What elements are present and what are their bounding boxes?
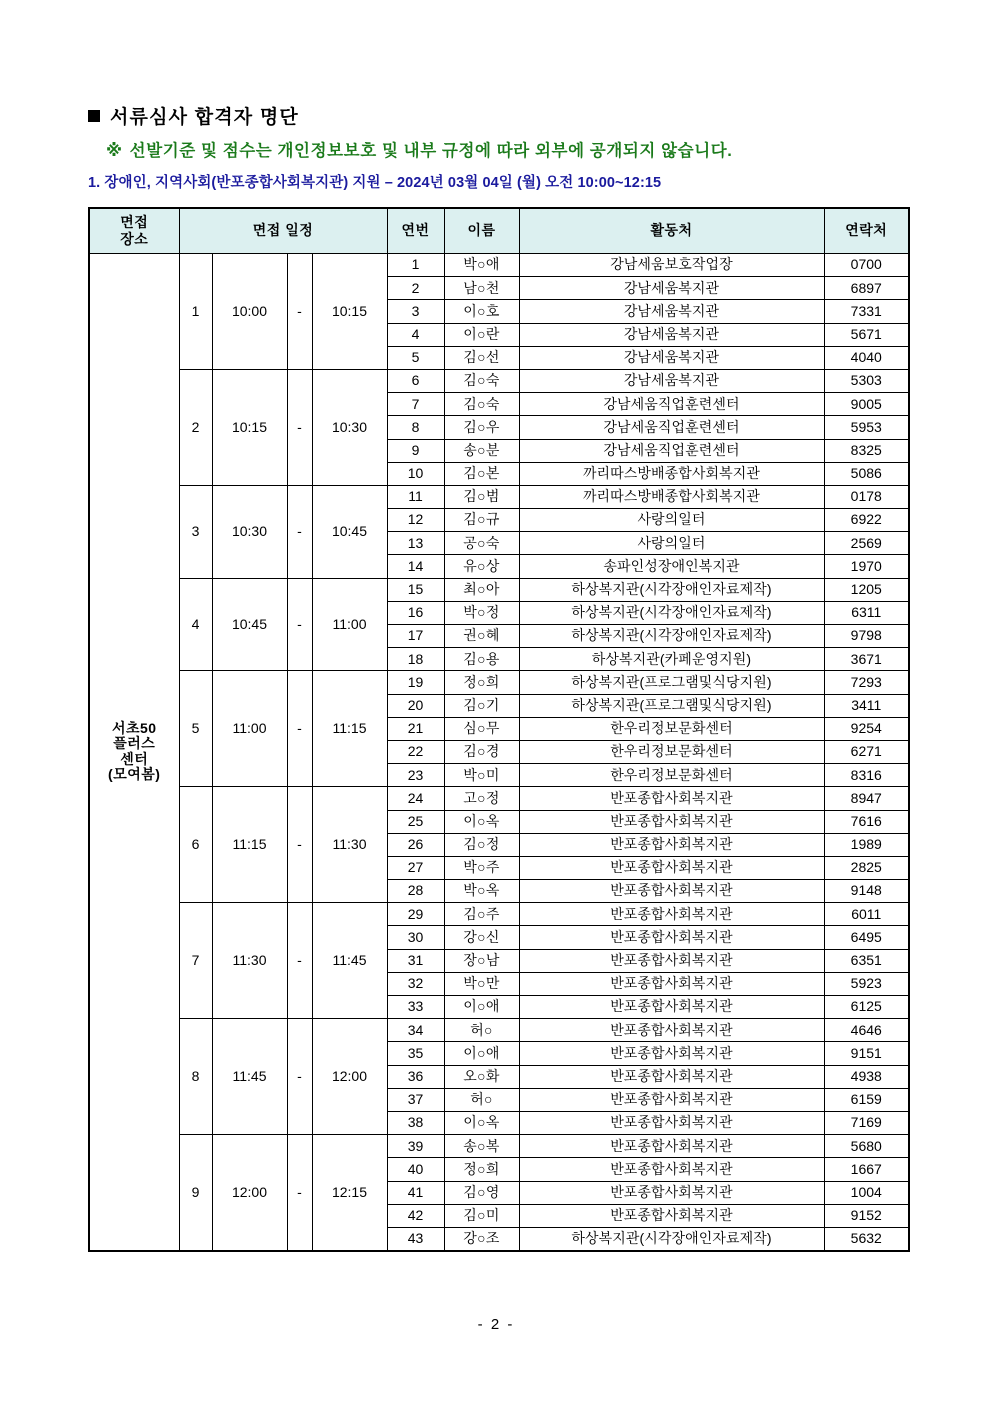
contact-number-cell: 6495 [824, 926, 909, 949]
sequence-cell: 35 [387, 1042, 444, 1065]
sequence-cell: 3 [387, 300, 444, 323]
applicant-name-cell: 박○미 [444, 764, 519, 787]
contact-number-cell: 1004 [824, 1181, 909, 1204]
reference-mark-icon: ※ [106, 142, 123, 160]
sequence-cell: 1 [387, 254, 444, 277]
slot-start-time-cell: 12:00 [212, 1135, 287, 1251]
organization-cell: 강남세움복지관 [519, 369, 824, 392]
header-venue [89, 208, 179, 254]
applicant-name-cell: 심○무 [444, 717, 519, 740]
sequence-cell: 16 [387, 601, 444, 624]
organization-cell: 반포종합사회복지관 [519, 1111, 824, 1134]
page-title-text: 서류심사 합격자 명단 [110, 107, 299, 128]
table-row [89, 671, 909, 694]
slot-start-time-cell: 10:45 [212, 578, 287, 671]
applicant-name-cell: 허○ [444, 1019, 519, 1042]
applicant-name-cell: 정○희 [444, 1158, 519, 1181]
sequence-cell: 12 [387, 509, 444, 532]
applicant-name-cell: 박○주 [444, 856, 519, 879]
square-bullet-icon [88, 110, 100, 122]
slot-number-cell: 4 [179, 578, 212, 671]
slot-number-cell: 2 [179, 369, 212, 485]
contact-number-cell: 9254 [824, 717, 909, 740]
venue-line: (모여봄) [108, 766, 161, 783]
sequence-cell: 34 [387, 1019, 444, 1042]
sequence-cell: 22 [387, 740, 444, 763]
slot-end-time-cell: 12:00 [312, 1019, 387, 1135]
venue-cell [89, 254, 179, 1251]
contact-number-cell: 6125 [824, 996, 909, 1019]
sequence-cell: 33 [387, 996, 444, 1019]
slot-dash-cell: - [287, 254, 312, 370]
organization-cell: 하상복지관(카페운영지원) [519, 648, 824, 671]
applicant-name-cell: 이○애 [444, 1042, 519, 1065]
sequence-cell: 10 [387, 462, 444, 485]
sequence-cell: 38 [387, 1111, 444, 1134]
applicant-name-cell: 고○정 [444, 787, 519, 810]
sequence-cell: 40 [387, 1158, 444, 1181]
organization-cell: 한우리정보문화센터 [519, 717, 824, 740]
header-venue-line2: 장소 [120, 231, 149, 247]
contact-number-cell: 5953 [824, 416, 909, 439]
organization-cell: 반포종합사회복지관 [519, 996, 824, 1019]
slot-start-time-cell: 11:15 [212, 787, 287, 903]
applicant-name-cell: 김○숙 [444, 393, 519, 416]
privacy-notice-text: 선발기준 및 점수는 개인정보보호 및 내부 규정에 따라 외부에 공개되지 않습니다. [129, 142, 733, 160]
heading-block [88, 104, 918, 195]
contact-number-cell: 6922 [824, 509, 909, 532]
contact-number-cell: 1970 [824, 555, 909, 578]
sequence-cell: 14 [387, 555, 444, 578]
organization-cell: 하상복지관(시각장애인자료제작) [519, 601, 824, 624]
organization-cell: 반포종합사회복지관 [519, 1019, 824, 1042]
applicant-name-cell: 유○상 [444, 555, 519, 578]
sequence-cell: 15 [387, 578, 444, 601]
slot-dash-cell: - [287, 485, 312, 578]
contact-number-cell: 6311 [824, 601, 909, 624]
contact-number-cell: 9798 [824, 625, 909, 648]
contact-number-cell: 5303 [824, 369, 909, 392]
sequence-cell: 27 [387, 856, 444, 879]
sequence-cell: 28 [387, 880, 444, 903]
organization-cell: 반포종합사회복지관 [519, 1158, 824, 1181]
slot-number-cell: 7 [179, 903, 212, 1019]
contact-number-cell: 5671 [824, 323, 909, 346]
contact-number-cell: 5632 [824, 1227, 909, 1250]
slot-number-cell: 9 [179, 1135, 212, 1251]
organization-cell: 반포종합사회복지관 [519, 833, 824, 856]
sequence-cell: 17 [387, 625, 444, 648]
organization-cell: 강남세움직업훈련센터 [519, 416, 824, 439]
organization-cell: 하상복지관(시각장애인자료제작) [519, 625, 824, 648]
contact-number-cell: 3411 [824, 694, 909, 717]
sequence-cell: 20 [387, 694, 444, 717]
slot-dash-cell: - [287, 578, 312, 671]
applicant-name-cell: 권○혜 [444, 625, 519, 648]
organization-cell: 반포종합사회복지관 [519, 972, 824, 995]
slot-end-time-cell: 11:15 [312, 671, 387, 787]
contact-number-cell: 2825 [824, 856, 909, 879]
contact-number-cell: 4646 [824, 1019, 909, 1042]
applicant-name-cell: 김○영 [444, 1181, 519, 1204]
applicant-name-cell: 장○남 [444, 949, 519, 972]
sequence-cell: 24 [387, 787, 444, 810]
contact-number-cell: 9151 [824, 1042, 909, 1065]
contact-number-cell: 4040 [824, 346, 909, 369]
contact-number-cell: 4938 [824, 1065, 909, 1088]
sequence-cell: 19 [387, 671, 444, 694]
venue-line: 센터 [120, 750, 149, 767]
table-row [89, 903, 909, 926]
sequence-cell: 5 [387, 346, 444, 369]
applicant-name-cell: 박○옥 [444, 880, 519, 903]
header-venue-line1: 면접 [120, 214, 149, 230]
header-schedule: 면접 일정 [179, 208, 387, 254]
contact-number-cell: 5923 [824, 972, 909, 995]
venue-line: 서초50 [111, 720, 157, 736]
organization-cell: 반포종합사회복지관 [519, 1088, 824, 1111]
header-org: 활동처 [519, 208, 824, 254]
applicant-name-cell: 박○애 [444, 254, 519, 277]
schedule-table-wrap [88, 207, 908, 1252]
sequence-cell: 30 [387, 926, 444, 949]
slot-number-cell: 6 [179, 787, 212, 903]
sequence-cell: 8 [387, 416, 444, 439]
organization-cell: 한우리정보문화센터 [519, 740, 824, 763]
organization-cell: 송파인성장애인복지관 [519, 555, 824, 578]
slot-start-time-cell: 10:00 [212, 254, 287, 370]
contact-number-cell: 5680 [824, 1135, 909, 1158]
sequence-cell: 39 [387, 1135, 444, 1158]
applicant-name-cell: 강○신 [444, 926, 519, 949]
sequence-cell: 11 [387, 485, 444, 508]
organization-cell: 까리따스방배종합사회복지관 [519, 485, 824, 508]
organization-cell: 까리따스방배종합사회복지관 [519, 462, 824, 485]
applicant-name-cell: 김○미 [444, 1204, 519, 1227]
sequence-cell: 9 [387, 439, 444, 462]
applicant-name-cell: 김○정 [444, 833, 519, 856]
slot-end-time-cell: 10:15 [312, 254, 387, 370]
privacy-notice [106, 137, 918, 165]
organization-cell: 반포종합사회복지관 [519, 1065, 824, 1088]
table-row [89, 369, 909, 392]
sequence-cell: 6 [387, 369, 444, 392]
header-tel: 연락처 [824, 208, 909, 254]
organization-cell: 강남세움복지관 [519, 323, 824, 346]
applicant-name-cell: 박○만 [444, 972, 519, 995]
contact-number-cell: 7331 [824, 300, 909, 323]
applicant-name-cell: 남○천 [444, 277, 519, 300]
sequence-cell: 32 [387, 972, 444, 995]
table-row [89, 1019, 909, 1042]
page-title [88, 104, 918, 132]
slot-end-time-cell: 12:15 [312, 1135, 387, 1251]
organization-cell: 강남세움복지관 [519, 277, 824, 300]
organization-cell: 반포종합사회복지관 [519, 1135, 824, 1158]
applicant-name-cell: 김○경 [444, 740, 519, 763]
slot-number-cell: 8 [179, 1019, 212, 1135]
organization-cell: 반포종합사회복지관 [519, 880, 824, 903]
table-row [89, 1135, 909, 1158]
applicant-name-cell: 최○아 [444, 578, 519, 601]
organization-cell: 반포종합사회복지관 [519, 856, 824, 879]
table-row [89, 254, 909, 277]
organization-cell: 반포종합사회복지관 [519, 903, 824, 926]
applicant-name-cell: 이○란 [444, 323, 519, 346]
applicant-name-cell: 이○호 [444, 300, 519, 323]
contact-number-cell: 9152 [824, 1204, 909, 1227]
sequence-cell: 25 [387, 810, 444, 833]
slot-dash-cell: - [287, 1135, 312, 1251]
slot-number-cell: 5 [179, 671, 212, 787]
contact-number-cell: 0700 [824, 254, 909, 277]
table-header [89, 208, 909, 254]
contact-number-cell: 6351 [824, 949, 909, 972]
contact-number-cell: 6897 [824, 277, 909, 300]
slot-number-cell: 1 [179, 254, 212, 370]
header-row [89, 208, 909, 254]
header-seq: 연번 [387, 208, 444, 254]
contact-number-cell: 8316 [824, 764, 909, 787]
session-subtitle: 1. 장애인, 지역사회(반포종합사회복지관) 지원 – 2024년 03월 04일 (월) 오전 10:00~12:15 [88, 175, 662, 191]
organization-cell: 반포종합사회복지관 [519, 926, 824, 949]
applicant-name-cell: 김○주 [444, 903, 519, 926]
applicant-name-cell: 김○기 [444, 694, 519, 717]
contact-number-cell: 1989 [824, 833, 909, 856]
slot-end-time-cell: 11:00 [312, 578, 387, 671]
header-name: 이름 [444, 208, 519, 254]
organization-cell: 하상복지관(시각장애인자료제작) [519, 1227, 824, 1250]
organization-cell: 반포종합사회복지관 [519, 1042, 824, 1065]
applicant-name-cell: 김○선 [444, 346, 519, 369]
sequence-cell: 29 [387, 903, 444, 926]
slot-start-time-cell: 10:30 [212, 485, 287, 578]
organization-cell: 하상복지관(시각장애인자료제작) [519, 578, 824, 601]
applicant-name-cell: 김○본 [444, 462, 519, 485]
slot-dash-cell: - [287, 903, 312, 1019]
sequence-cell: 37 [387, 1088, 444, 1111]
contact-number-cell: 8947 [824, 787, 909, 810]
organization-cell: 강남세움직업훈련센터 [519, 439, 824, 462]
sequence-cell: 36 [387, 1065, 444, 1088]
page-number-footer: - 2 - [477, 1316, 515, 1333]
contact-number-cell: 1667 [824, 1158, 909, 1181]
sequence-cell: 7 [387, 393, 444, 416]
contact-number-cell: 6011 [824, 903, 909, 926]
organization-cell: 반포종합사회복지관 [519, 949, 824, 972]
slot-start-time-cell: 10:15 [212, 369, 287, 485]
slot-end-time-cell: 10:30 [312, 369, 387, 485]
slot-start-time-cell: 11:00 [212, 671, 287, 787]
slot-dash-cell: - [287, 1019, 312, 1135]
sequence-cell: 41 [387, 1181, 444, 1204]
slot-end-time-cell: 11:30 [312, 787, 387, 903]
contact-number-cell: 7616 [824, 810, 909, 833]
organization-cell: 반포종합사회복지관 [519, 810, 824, 833]
organization-cell: 하상복지관(프로그램및식당지원) [519, 694, 824, 717]
applicant-name-cell: 김○범 [444, 485, 519, 508]
interview-schedule-table [88, 207, 910, 1252]
sequence-cell: 23 [387, 764, 444, 787]
applicant-name-cell: 이○애 [444, 996, 519, 1019]
contact-number-cell: 9005 [824, 393, 909, 416]
organization-cell: 강남세움직업훈련센터 [519, 393, 824, 416]
sequence-cell: 2 [387, 277, 444, 300]
contact-number-cell: 7293 [824, 671, 909, 694]
contact-number-cell: 6271 [824, 740, 909, 763]
applicant-name-cell: 정○희 [444, 671, 519, 694]
applicant-name-cell: 이○옥 [444, 1111, 519, 1134]
organization-cell: 반포종합사회복지관 [519, 1181, 824, 1204]
applicant-name-cell: 김○용 [444, 648, 519, 671]
sequence-cell: 43 [387, 1227, 444, 1250]
organization-cell: 하상복지관(프로그램및식당지원) [519, 671, 824, 694]
contact-number-cell: 8325 [824, 439, 909, 462]
slot-end-time-cell: 10:45 [312, 485, 387, 578]
organization-cell: 사랑의일터 [519, 532, 824, 555]
applicant-name-cell: 오○화 [444, 1065, 519, 1088]
sequence-cell: 4 [387, 323, 444, 346]
contact-number-cell: 1205 [824, 578, 909, 601]
contact-number-cell: 9148 [824, 880, 909, 903]
contact-number-cell: 2569 [824, 532, 909, 555]
applicant-name-cell: 강○조 [444, 1227, 519, 1250]
slot-dash-cell: - [287, 787, 312, 903]
table-row [89, 485, 909, 508]
table-body [89, 254, 909, 1251]
organization-cell: 한우리정보문화센터 [519, 764, 824, 787]
slot-dash-cell: - [287, 671, 312, 787]
sequence-cell: 31 [387, 949, 444, 972]
sequence-cell: 26 [387, 833, 444, 856]
contact-number-cell: 6159 [824, 1088, 909, 1111]
slot-dash-cell: - [287, 369, 312, 485]
applicant-name-cell: 허○ [444, 1088, 519, 1111]
table-row [89, 578, 909, 601]
organization-cell: 강남세움복지관 [519, 346, 824, 369]
table-row [89, 787, 909, 810]
contact-number-cell: 7169 [824, 1111, 909, 1134]
slot-start-time-cell: 11:45 [212, 1019, 287, 1135]
venue-line: 플러스 [113, 735, 156, 752]
sequence-cell: 13 [387, 532, 444, 555]
organization-cell: 반포종합사회복지관 [519, 787, 824, 810]
applicant-name-cell: 송○분 [444, 439, 519, 462]
slot-number-cell: 3 [179, 485, 212, 578]
organization-cell: 강남세움보호작업장 [519, 254, 824, 277]
contact-number-cell: 3671 [824, 648, 909, 671]
applicant-name-cell: 송○복 [444, 1135, 519, 1158]
applicant-name-cell: 김○숙 [444, 369, 519, 392]
organization-cell: 반포종합사회복지관 [519, 1204, 824, 1227]
applicant-name-cell: 김○규 [444, 509, 519, 532]
slot-start-time-cell: 11:30 [212, 903, 287, 1019]
sequence-cell: 21 [387, 717, 444, 740]
applicant-name-cell: 박○정 [444, 601, 519, 624]
contact-number-cell: 5086 [824, 462, 909, 485]
applicant-name-cell: 김○우 [444, 416, 519, 439]
slot-end-time-cell: 11:45 [312, 903, 387, 1019]
applicant-name-cell: 이○옥 [444, 810, 519, 833]
contact-number-cell: 0178 [824, 485, 909, 508]
organization-cell: 강남세움복지관 [519, 300, 824, 323]
organization-cell: 사랑의일터 [519, 509, 824, 532]
sequence-cell: 42 [387, 1204, 444, 1227]
applicant-name-cell: 공○숙 [444, 532, 519, 555]
sequence-cell: 18 [387, 648, 444, 671]
